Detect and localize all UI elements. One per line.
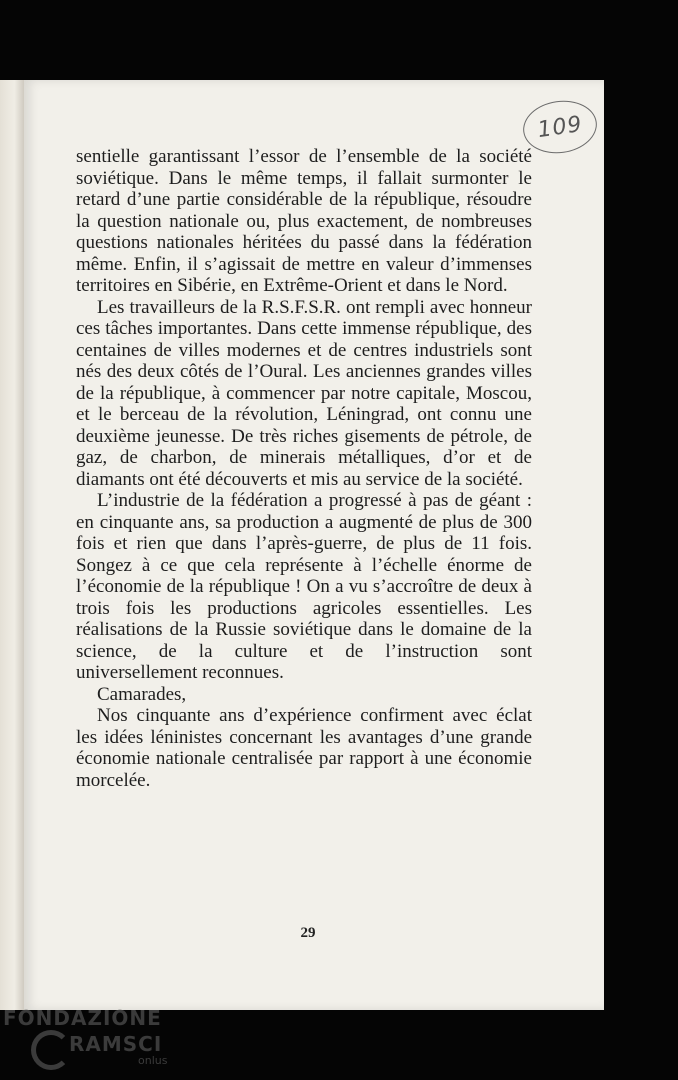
page-number: 29 (300, 925, 316, 941)
logo-line-3: onlus (138, 1054, 168, 1067)
paragraph-4: Camarades, (97, 683, 187, 705)
logo-line-1: FONDAZIONE (3, 1006, 162, 1030)
logo-line-2: RAMSCI (69, 1032, 163, 1056)
fondazione-gramsci-logo (3, 1006, 173, 1076)
paragraph-5: Nos cinquante ans d’expérience confirment avec éclat les idées léninistes concernant les avantages d’une grande économie nationale centralisée par rapport à une économie morcelée. (76, 705, 532, 791)
previous-page-edge (0, 80, 24, 1010)
paragraph-2: Les travailleurs de la R.S.F.S.R. ont rempli avec honneur ces tâches importantes. Dans cette immense république, des centaines de villes modernes et de centres industriels sont nés des deux côtés de l’Oural. Les anciennes grandes villes de la république, à commencer par notre capitale, Moscou, et le berceau de la révolution, Léningrad, ont connu une deuxième jeunesse. De très riches gisements de pétrole, de gaz, de charbon, de minerais métalliques, d’or et de diamants ont été découverts et mis au service de la société. (76, 296, 532, 490)
page-body-text (76, 146, 532, 791)
paragraph-3: L’industrie de la fédération a progressé à pas de géant : en cinquante ans, sa production a augmenté de plus de 300 fois et rien que dans l’après-guerre, de plus de 11 fois. Songez à ce que cela représente à l’échelle énorme de l’économie de la république ! On a vu s’accroître de deux à trois fois les productions agricoles essentielles. Les réalisations de la Russie soviétique dans le domaine de la science, de la culture et de l’instruction sont universellement reconnues. (76, 490, 532, 683)
paragraph-1: sentielle garantissant l’essor de l’ensemble de la société soviétique. Dans le même temps, il fallait surmonter le retard d’une partie considérable de la république, résoudre la question nationale ou, plus exactement, de nombreuses questions nationales héritées du passé dans la fédération même. Enfin, il s’agissait de mettre en valeur d’immenses territoires en Sibérie, en Extrême-Orient et dans le Nord. (76, 146, 532, 296)
folio-mark-text: 109 (535, 111, 585, 143)
logo-g-icon (31, 1030, 71, 1070)
